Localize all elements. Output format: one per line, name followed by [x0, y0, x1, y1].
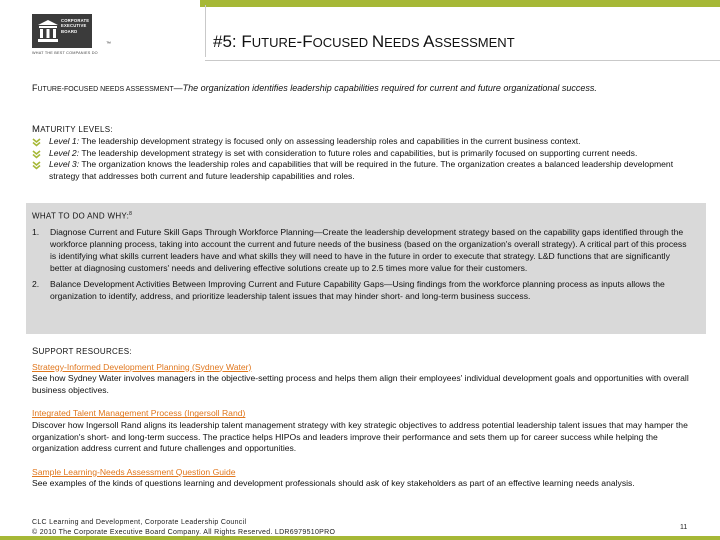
page-number: 11: [680, 524, 688, 531]
footer-copyright: © 2010 The Corporate Executive Board Company. All Rights Reserved. LDR6979510PRO: [32, 528, 336, 536]
intro-lead: FUTURE-FOCUSED NEEDS ASSESSMENT: [32, 83, 174, 93]
title-number: #5:: [213, 32, 242, 51]
logo-tagline: WHAT THE BEST COMPANIES DO: [32, 51, 98, 55]
maturity-heading: MATURITY LEVELS:: [32, 124, 113, 135]
intro-description: The organization identifies leadership capabilities required for current and future organizational success.: [182, 83, 597, 93]
chevron-bullet-icon: [32, 138, 41, 147]
support-heading: SUPPORT RESOURCES:: [32, 346, 132, 357]
trademark: ™: [106, 41, 111, 47]
resource-item: Sample Learning-Needs Assessment Question Guide See examples of the kinds of questions learning and development professionals should ask of key stakeholders as part of an effective learning needs analysis.: [32, 466, 635, 489]
list-item: 2. Balance Development Activities Between Improving Current and Future Capability Gaps—Using findings from the workforce planning process as inputs allows the organization to identify, address, and prioritize leadership talent issues that may hinder short- and long-term business success.: [32, 278, 665, 301]
resource-item: Integrated Talent Management Process (Ingersoll Rand) Discover how Ingersoll Rand aligns its leadership talent management strategy with key strategic objectives to address potential leadership talent issues that may hamper the organization's short- and long-term success. The practice helps HIPOs and leaders improve their performance and sets them up for career success while helping the organization address current and future challenges and opportunities.: [32, 408, 688, 454]
page-title: #5: FUTURE-FOCUSED NEEDS ASSESSMENT: [213, 32, 515, 51]
header-divider-vertical: [205, 5, 206, 57]
intro-paragraph: FUTURE-FOCUSED NEEDS ASSESSMENT—The organization identifies leadership capabilities required for current and future organizational success.: [32, 83, 597, 93]
list-item: 1. Diagnose Current and Future Skill Gaps Through Workforce Planning—Create the leadership development strategy based on the capability gaps identified through the workforce planning process, taking into account the current and future needs of the business (based on the organization's overall strategy). A critical part of this process is identifying what skills current leaders have and what skills they will need to have in the future in order to execute that strategy. L&D functions that are significantly better at diagnosing customers' needs and delivering effective solutions create up to 2.5 times more value for their customers.: [32, 226, 687, 273]
bottom-accent-bar: [0, 536, 720, 540]
resource-link-question-guide[interactable]: Sample Learning-Needs Assessment Question Guide: [32, 466, 236, 477]
support-resources-section: [32, 346, 697, 490]
building-icon: [37, 19, 59, 43]
footer: [32, 518, 335, 537]
resource-item: Strategy-Informed Development Planning (Sydney Water) See how Sydney Water involves managers in the objective-setting process and helps them align their employees' individual development goals and opportunities with overall business objectives.: [32, 361, 689, 395]
list-item: Level 3: The organization knows the leadership roles and capabilities that will be required in the future. The organization creates a balanced leadership development strategy that addresses both current and future leadership capabilities and roles.: [32, 159, 702, 182]
what-to-do-section: [32, 208, 694, 306]
logo-text: CORPORATE EXECUTIVE BOARD: [61, 18, 90, 34]
company-logo: [32, 14, 92, 48]
resource-link-ingersoll-rand[interactable]: Integrated Talent Management Process (Ingersoll Rand): [32, 408, 246, 419]
list-item: Level 1: The leadership development strategy is focused only on assessing leadership roles and capabilities in the current business context.: [32, 136, 702, 147]
chevron-bullet-icon: [32, 150, 41, 159]
top-accent-bar: [200, 0, 720, 7]
maturity-levels-section: [32, 124, 702, 182]
header-divider-horizontal: [205, 60, 720, 61]
what-to-do-heading: WHAT TO DO AND WHY:$^8$: [32, 211, 133, 221]
footer-line-1: CLC Learning and Development, Corporate Leadership Council: [32, 519, 247, 526]
resource-link-sydney-water[interactable]: Strategy-Informed Development Planning (Sydney Water): [32, 361, 252, 372]
list-item: Level 2: The leadership development strategy is set with consideration to future roles and capabilities, but is primarily focused on supporting current needs.: [32, 148, 702, 159]
chevron-bullet-icon: [32, 161, 41, 170]
